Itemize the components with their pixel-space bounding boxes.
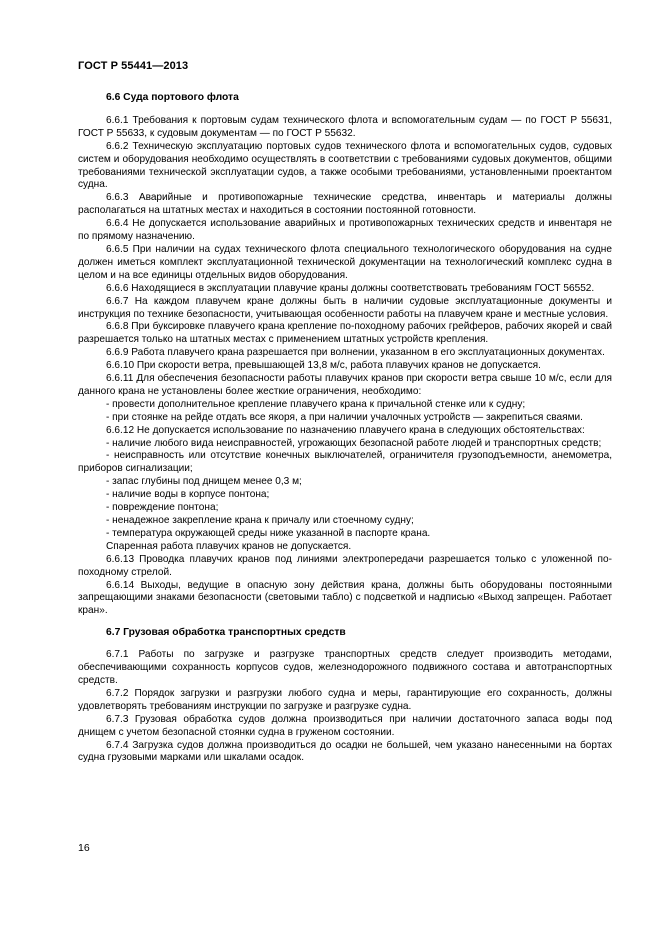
paragraph-6-7-3: 6.7.3 Грузовая обработка судов должна производиться при наличии достаточного запаса воды под днищем с учетом безопасной стоянки судна в груженом состоянии. <box>78 713 612 738</box>
paragraph-6-6-12: 6.6.12 Не допускается использование по назначению плавучего крана в следующих обстоятельствах: <box>106 424 585 436</box>
list-item: - наличие воды в корпусе понтона; <box>106 489 270 501</box>
paragraph-6-6-4: 6.6.4 Не допускается использование аварийных и противопожарных технических средств и инвентаря не по прямому назначению. <box>78 218 612 243</box>
paragraph-6-6-3: 6.6.3 Аварийные и противопожарные технические средства, инвентарь и материалы должны располагаться на штатных местах и находиться в состоянии постоянной готовности. <box>78 192 612 217</box>
list-item: - запас глубины под днищем менее 0,3 м; <box>106 476 302 488</box>
paragraph-6-6-6: 6.6.6 Находящиеся в эксплуатации плавучие краны должны соответствовать требованиям ГОСТ 56552. <box>106 282 595 294</box>
paragraph-6-6-11: 6.6.11 Для обеспечения безопасности работы плавучих кранов при скорости ветра свыше 10 м/с, если для данного крана не установлены более жесткие ограничения, необходимо: <box>78 373 612 397</box>
paragraph-6-6-13: 6.6.13 Проводка плавучих кранов под линиями электропередачи разрешается только с уложенной по-походному стрелой. <box>78 553 612 578</box>
paragraph-6-6-14: 6.6.14 Выходы, ведущие в опасную зону действия крана, должны быть оборудованы постоянными запрещающими знаками безопасности (световыми табло) с подсветкой и надписью «Выход запрещен. Работает кран». <box>78 579 612 617</box>
list-item: - температура окружающей среды ниже указанной в паспорте крана. <box>106 527 431 539</box>
page-number: 16 <box>78 842 90 854</box>
paragraph-paired-work: Спаренная работа плавучих кранов не допускается. <box>106 540 352 552</box>
paragraph-6-6-2: 6.6.2 Техническую эксплуатацию портовых судов технического флота и вспомогательных судов, судовых систем и оборудования необходимо осуществлять в соответствии с требованиями судовых документов, общими требованиями технической эксплуатации судов, а также особыми требованиями, установленными проектантом судна. <box>78 140 612 191</box>
paragraph-6-7-2: 6.7.2 Порядок загрузки и разгрузки любого судна и меры, гарантирующие его сохранность, должны удовлетворять требованиям инструкции по загрузке и разгрузке судна. <box>78 687 612 712</box>
list-item: - неисправность или отсутствие конечных выключателей, ограничителя грузоподъемности, анемометра, приборов сигнализации; <box>78 450 612 475</box>
section-title-6-6: 6.6 Суда портового флота <box>106 92 239 103</box>
section-title-6-7: 6.7 Грузовая обработка транспортных средств <box>106 627 346 639</box>
page-content <box>78 92 612 765</box>
paragraph-6-7-4: 6.7.4 Загрузка судов должна производиться до осадки не большей, чем указано нанесенными на бортах судна грузовыми марками или шкалами осадок. <box>78 739 612 764</box>
paragraph-6-6-9: 6.6.9 Работа плавучего крана разрешается при волнении, указанном в его эксплуатационных документах. <box>106 347 605 359</box>
list-item: - провести дополнительное крепление плавучего крана к причальной стенке или к судну; <box>106 398 526 410</box>
standard-header: ГОСТ Р 55441—2013 <box>78 60 189 72</box>
list-item: - наличие любого вида неисправностей, угрожающих безопасной работе людей и транспортных средств; <box>106 437 602 449</box>
paragraph-6-6-8: 6.6.8 При буксировке плавучего крана крепление по-походному рабочих грейферов, рабочих якорей и свай разрешается только на штатных местах с применением штатных устройств крепления. <box>78 321 612 346</box>
paragraph-6-6-10: 6.6.10 При скорости ветра, превышающей 13,8 м/с, работа плавучих кранов не допускается. <box>106 360 541 372</box>
list-item: - при стоянке на рейде отдать все якоря, а при наличии учалочных устройств — закрепиться сваями. <box>106 411 583 423</box>
paragraph-6-7-1: 6.7.1 Работы по загрузке и разгрузке транспортных средств следует производить методами, обеспечивающими сохранность корпусов судов, железнодорожного подвижного состава и автотранспортных средств. <box>78 649 612 686</box>
list-item: - ненадежное закрепление крана к причалу или стоечному судну; <box>106 515 414 526</box>
paragraph-6-6-5: 6.6.5 При наличии на судах технического флота специального технологического оборудования на судне должен иметься комплект эксплуатационной технической документации на технологический комплекс судна в целом и на все единицы отдельных видов оборудования. <box>78 243 612 281</box>
list-item: - повреждение понтона; <box>106 502 219 514</box>
paragraph-6-6-1: 6.6.1 Требования к портовым судам технического флота и вспомогательным судам — по ГОСТ Р 55631, ГОСТ Р 55633, к судовым документам — по ГОСТ Р 55632. <box>78 114 612 139</box>
paragraph-6-6-7: 6.6.7 На каждом плавучем кране должны быть в наличии судовые эксплуатационные документы и инструкция по технике безопасности, учитывающая особенности работы на плавучем кране и местные условия. <box>78 295 612 320</box>
